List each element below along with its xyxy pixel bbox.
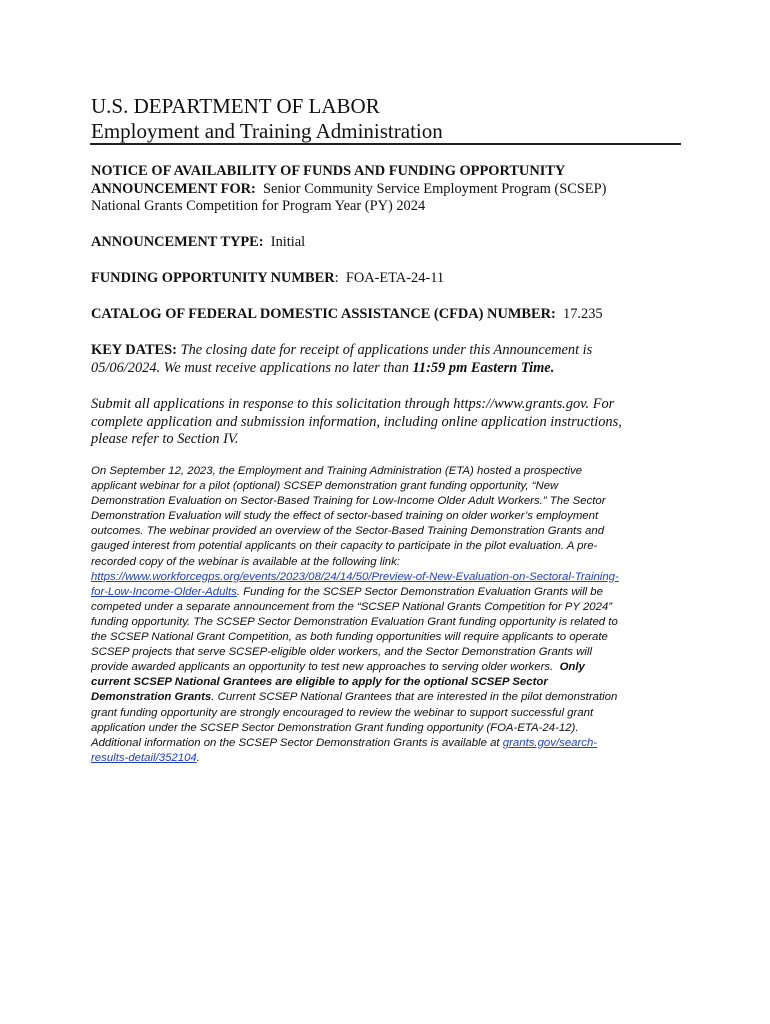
notice-label-line1: NOTICE OF AVAILABILITY OF FUNDS AND FUNDING OPPORTUNITY [91, 163, 566, 179]
eligibility-emphasis: Only [559, 661, 585, 674]
announcement-type-label: ANNOUNCEMENT TYPE: [91, 234, 264, 250]
notice-program-name: Senior Community Service Employment Program (SCSEP) [263, 180, 607, 197]
announcement-type-value: Initial [270, 234, 306, 250]
funding-opportunity-number-separator: : [334, 270, 339, 286]
paragraph-line: competed under a separate announcement from the “SCSEP National Grants Competition for PY 2024” [91, 600, 613, 613]
paragraph-text: . [196, 751, 200, 764]
cfda-number-line [91, 306, 681, 324]
paragraph-line: applicant webinar for a pilot (optional) SCSEP demonstration grant funding opportunity, “New [91, 480, 559, 493]
notice-section [91, 163, 681, 216]
submit-line3: please refer to Section IV. [91, 431, 239, 448]
key-dates-deadline: 11:59 pm Eastern Time [412, 359, 551, 376]
paragraph-line: application under the SCSEP Sector Demonstration Grant funding opportunity (FOA-ETA-24-12). [91, 721, 579, 734]
paragraph-line: gauged interest from potential applicants on their capacity to participate in the pilot evaluation. A pre- [91, 540, 598, 553]
webinar-link-part2[interactable]: for-Low-Income-Older-Adults [91, 585, 237, 598]
key-dates-section [91, 342, 681, 377]
webinar-paragraph [91, 464, 681, 766]
funding-opportunity-number-value: FOA-ETA-24-11 [345, 270, 445, 286]
cfda-number-label: CATALOG OF FEDERAL DOMESTIC ASSISTANCE (CFDA) NUMBER: [91, 306, 556, 322]
key-dates-period: . [550, 359, 555, 376]
submission-instructions [91, 396, 681, 449]
grants-gov-link-part2[interactable]: results-detail/352104 [91, 751, 197, 764]
key-dates-line2: 05/06/2024. We must receive applications no later than [91, 359, 409, 376]
funding-opportunity-number-label: FUNDING OPPORTUNITY NUMBER [91, 270, 335, 286]
paragraph-text: . Current SCSEP National Grantees that are interested in the pilot demonstration [211, 691, 618, 704]
paragraph-line: grant funding opportunity are strongly encouraged to review the webinar to support successful grant [91, 706, 594, 719]
grants-gov-link-part1[interactable]: grants.gov/search- [502, 736, 598, 749]
notice-label-line2: ANNOUNCEMENT FOR: [91, 180, 256, 197]
paragraph-line: Demonstration Evaluation on Sector-Based Training for Low-Income Older Adult Workers.” The Sector [91, 495, 606, 508]
paragraph-line: Demonstration Evaluation will study the effect of sector-based training on older worker’s employment [91, 510, 599, 523]
paragraph-text: . Funding for the SCSEP Sector Demonstration Evaluation Grants will be [236, 585, 603, 598]
paragraph-text: Additional information on the SCSEP Sector Demonstration Grants is available at [91, 736, 500, 749]
webinar-link-part1[interactable]: https://www.workforcegps.org/events/2023/08/24/14/50/Preview-of-New-Evaluation-on-Sectoral-Training- [91, 570, 619, 583]
key-dates-label: KEY DATES: [91, 342, 177, 358]
paragraph-line: recorded copy of the webinar is available at the following link: [91, 555, 400, 568]
paragraph-line: On September 12, 2023, the Employment and Training Administration (ETA) hosted a prospective [91, 465, 583, 477]
notice-competition-name: National Grants Competition for Program Year (PY) 2024 [91, 198, 426, 215]
announcement-type-line [91, 234, 681, 252]
paragraph-line: outcomes. The webinar provided an overview of the Sector-Based Training Demonstration Grants and [91, 525, 605, 538]
cfda-number-value: 17.235 [563, 306, 603, 322]
funding-opportunity-number-line [91, 270, 681, 288]
agency-subheading: Employment and Training Administration [91, 119, 443, 143]
paragraph-line: SCSEP projects that serve SCSEP-eligible older workers, and the Sector Demonstration Grants will [91, 646, 592, 659]
submit-line2: complete application and submission information, including online application instructions, [91, 413, 622, 430]
paragraph-line: funding opportunity. The SCSEP Sector Demonstration Evaluation Grant funding opportunity is related to [91, 615, 618, 628]
paragraph-text: provide awarded applicants an opportunity to test new approaches to serving older workers. [91, 661, 554, 674]
eligibility-emphasis: Demonstration Grants [91, 691, 212, 704]
submit-line1: Submit all applications in response to this solicitation through https://www.grants.gov. For [91, 396, 615, 412]
paragraph-line: the SCSEP National Grant Competition, as both funding opportunities will require applicants to operate [91, 631, 608, 644]
eligibility-emphasis: current SCSEP National Grantees are eligible to apply for the optional SCSEP Sector [91, 676, 548, 689]
key-dates-line1: The closing date for receipt of applications under this Announcement is [180, 342, 593, 358]
header-divider [90, 143, 681, 145]
department-heading: U.S. DEPARTMENT OF LABOR [91, 94, 380, 118]
